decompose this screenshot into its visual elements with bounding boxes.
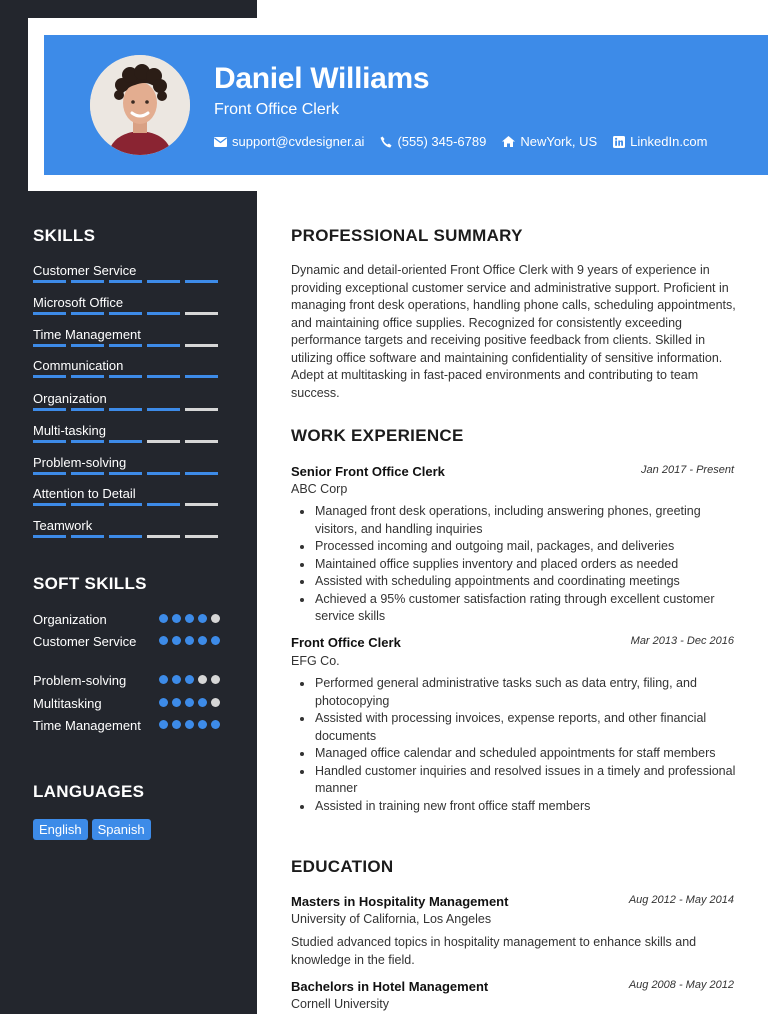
job-bullet: Maintained office supplies inventory and placed orders as needed <box>315 556 740 574</box>
skill-level-segment <box>33 344 66 347</box>
skill-level-segment <box>147 503 180 506</box>
language-badge: Spanish <box>92 819 151 840</box>
skill-label: Customer Service <box>33 263 137 278</box>
skill-level-segment <box>109 440 142 443</box>
candidate-role: Front Office Clerk <box>214 101 340 118</box>
soft-skill-label: Multitasking <box>33 696 102 711</box>
skill-item <box>33 263 223 283</box>
skill-level-segment <box>185 440 218 443</box>
rating-dot <box>172 720 181 729</box>
contact-phone-text: (555) 345-6789 <box>397 134 487 149</box>
soft-skill-rating <box>159 720 224 729</box>
degree-title: Masters in Hospitality Management <box>291 894 509 909</box>
home-icon <box>502 136 515 147</box>
skill-level-segment <box>33 535 66 538</box>
contact-location-text: NewYork, US <box>520 134 598 149</box>
rating-dot <box>159 720 168 729</box>
skill-level-bar <box>33 472 223 475</box>
skill-item <box>33 327 223 347</box>
rating-dot <box>185 614 194 623</box>
skill-level-segment <box>33 280 66 283</box>
skill-label: Communication <box>33 358 124 373</box>
skill-level-segment <box>33 312 66 315</box>
skill-level-segment <box>33 472 66 475</box>
skill-level-segment <box>109 375 142 378</box>
skill-level-segment <box>71 408 104 411</box>
skill-level-segment <box>33 503 66 506</box>
soft-skill-rating <box>159 636 224 645</box>
contact-phone[interactable] <box>380 134 486 149</box>
skill-level-segment <box>71 375 104 378</box>
job-company: ABC Corp <box>291 482 348 496</box>
experience-heading: WORK EXPERIENCE <box>291 426 464 445</box>
skill-level-segment <box>109 312 142 315</box>
skill-level-segment <box>147 280 180 283</box>
skill-level-segment <box>33 375 66 378</box>
skill-level-segment <box>185 375 218 378</box>
skill-item <box>33 358 223 378</box>
skill-level-segment <box>147 535 180 538</box>
skill-level-segment <box>147 472 180 475</box>
rating-dot <box>198 675 207 684</box>
skill-level-bar <box>33 408 223 411</box>
soft-skill-label: Customer Service <box>33 634 137 649</box>
soft-skill-item <box>33 633 223 650</box>
skill-level-segment <box>109 280 142 283</box>
rating-dot <box>211 636 220 645</box>
job-company: EFG Co. <box>291 654 340 668</box>
rating-dot <box>185 675 194 684</box>
rating-dot <box>172 675 181 684</box>
job-bullets <box>315 675 740 815</box>
skill-level-segment <box>147 375 180 378</box>
skill-level-segment <box>147 312 180 315</box>
job-date: Mar 2013 - Dec 2016 <box>630 635 734 647</box>
language-badge: English <box>33 819 88 840</box>
rating-dot <box>159 698 168 707</box>
degree-date: Aug 2008 - May 2012 <box>628 979 734 991</box>
soft-skill-item <box>33 672 223 689</box>
skill-level-segment <box>71 503 104 506</box>
skill-level-segment <box>185 472 218 475</box>
soft-skill-item <box>33 695 223 712</box>
rating-dot <box>211 614 220 623</box>
skill-level-segment <box>33 440 66 443</box>
rating-dot <box>172 636 181 645</box>
school-name: Cornell University <box>291 997 389 1011</box>
skill-level-segment <box>71 312 104 315</box>
skill-item <box>33 391 223 411</box>
job-title: Senior Front Office Clerk <box>291 464 445 479</box>
rating-dot <box>198 698 207 707</box>
skill-label: Time Management <box>33 327 141 342</box>
skill-level-segment <box>109 503 142 506</box>
skill-level-segment <box>71 280 104 283</box>
skill-level-segment <box>109 472 142 475</box>
education-heading: EDUCATION <box>291 857 394 876</box>
rating-dot <box>159 636 168 645</box>
skill-label: Problem-solving <box>33 455 127 470</box>
skill-label: Attention to Detail <box>33 486 136 501</box>
degree-title: Bachelors in Hotel Management <box>291 979 489 994</box>
soft-skill-item <box>33 611 223 628</box>
soft-skill-rating <box>159 698 224 707</box>
skill-level-segment <box>185 535 218 538</box>
skill-level-segment <box>185 503 218 506</box>
envelope-icon <box>214 137 227 147</box>
skill-label: Microsoft Office <box>33 295 124 310</box>
degree-date: Aug 2012 - May 2014 <box>628 894 734 906</box>
job-bullet: Assisted with processing invoices, expense reports, and other financial documents <box>315 710 740 745</box>
job-bullet: Managed front desk operations, including answering phones, greeting visitors, and handling inquiries <box>315 503 740 538</box>
skill-item <box>33 486 223 506</box>
candidate-name: Daniel Williams <box>214 62 430 95</box>
languages-heading: LANGUAGES <box>33 782 145 801</box>
job-bullet: Performed general administrative tasks such as data entry, filing, and photocopying <box>315 675 740 710</box>
skill-level-segment <box>109 535 142 538</box>
summary-text: Dynamic and detail-oriented Front Office Clerk with 9 years of experience in providing exceptional customer service and administrative support. Proficient in managing front desk operations, handling phone calls, scheduling appointments, and maintaining office supplies. Recognized for consistently exceeding performance targets and receiving positive feedback from clients. Skilled in utilizing office software and maintaining confidentiality of sensitive information. Adept at multitasking in fast-paced environments and contributing to team success. <box>291 263 736 400</box>
linkedin-icon <box>613 136 625 148</box>
avatar <box>90 55 190 155</box>
skill-label: Teamwork <box>33 518 93 533</box>
soft-skill-label: Time Management <box>33 718 141 733</box>
rating-dot <box>172 614 181 623</box>
languages-list <box>33 819 155 840</box>
rating-dot <box>159 675 168 684</box>
rating-dot <box>185 720 194 729</box>
soft-skill-rating <box>159 675 224 684</box>
rating-dot <box>185 636 194 645</box>
skill-item <box>33 518 223 538</box>
skill-level-segment <box>109 344 142 347</box>
job-bullet: Handled customer inquiries and resolved issues in a timely and professional manner <box>315 763 740 798</box>
job-title: Front Office Clerk <box>291 635 401 650</box>
skill-level-segment <box>147 344 180 347</box>
skill-level-segment <box>185 408 218 411</box>
skill-level-segment <box>185 280 218 283</box>
soft-skill-label: Problem-solving <box>33 673 127 688</box>
summary-heading: PROFESSIONAL SUMMARY <box>291 226 523 245</box>
rating-dot <box>198 614 207 623</box>
soft-skill-item <box>33 717 223 734</box>
contact-row <box>214 134 724 149</box>
skill-level-segment <box>185 312 218 315</box>
job-bullets <box>315 503 740 626</box>
phone-icon <box>380 136 392 148</box>
skill-level-segment <box>71 472 104 475</box>
header-banner <box>44 35 768 175</box>
job-bullet: Assisted in training new front office staff members <box>315 798 740 816</box>
soft-skill-rating <box>159 614 224 623</box>
contact-linkedin-text: LinkedIn.com <box>630 134 708 149</box>
skill-level-bar <box>33 280 223 283</box>
skill-level-segment <box>71 440 104 443</box>
skill-level-segment <box>71 344 104 347</box>
skill-item <box>33 423 223 443</box>
skill-level-segment <box>33 408 66 411</box>
job-bullet: Managed office calendar and scheduled appointments for staff members <box>315 745 740 763</box>
skill-level-segment <box>71 535 104 538</box>
rating-dot <box>198 720 207 729</box>
skill-level-segment <box>147 408 180 411</box>
rating-dot <box>211 675 220 684</box>
job-date: Jan 2017 - Present <box>641 464 734 476</box>
school-name: University of California, Los Angeles <box>291 912 492 926</box>
job-bullet: Processed incoming and outgoing mail, packages, and deliveries <box>315 538 740 556</box>
skill-label: Organization <box>33 391 107 406</box>
avatar-portrait-icon <box>90 55 190 155</box>
contact-email[interactable] <box>214 134 364 149</box>
skill-level-segment <box>109 408 142 411</box>
contact-linkedin[interactable] <box>613 134 707 149</box>
skill-label: Multi-tasking <box>33 423 106 438</box>
rating-dot <box>172 698 181 707</box>
skill-level-bar <box>33 375 223 378</box>
skill-level-bar <box>33 312 223 315</box>
skill-item <box>33 455 223 475</box>
degree-description: Studied advanced topics in hospitality management to enhance skills and knowledge in the field. <box>291 935 697 967</box>
rating-dot <box>211 720 220 729</box>
job-bullet: Assisted with scheduling appointments and coordinating meetings <box>315 573 740 591</box>
contact-location[interactable] <box>502 134 597 149</box>
contact-email-text: support@cvdesigner.ai <box>232 134 365 149</box>
skill-level-segment <box>147 440 180 443</box>
job-bullet: Achieved a 95% customer satisfaction rating through excellent customer service skills <box>315 591 740 626</box>
skills-heading: SKILLS <box>33 226 96 245</box>
skill-item <box>33 295 223 315</box>
rating-dot <box>198 636 207 645</box>
rating-dot <box>211 698 220 707</box>
skill-level-bar <box>33 535 223 538</box>
rating-dot <box>159 614 168 623</box>
skill-level-segment <box>185 344 218 347</box>
rating-dot <box>185 698 194 707</box>
skill-level-bar <box>33 503 223 506</box>
soft-skill-label: Organization <box>33 612 107 627</box>
skill-level-bar <box>33 344 223 347</box>
skill-level-bar <box>33 440 223 443</box>
soft-skills-heading: SOFT SKILLS <box>33 574 147 593</box>
